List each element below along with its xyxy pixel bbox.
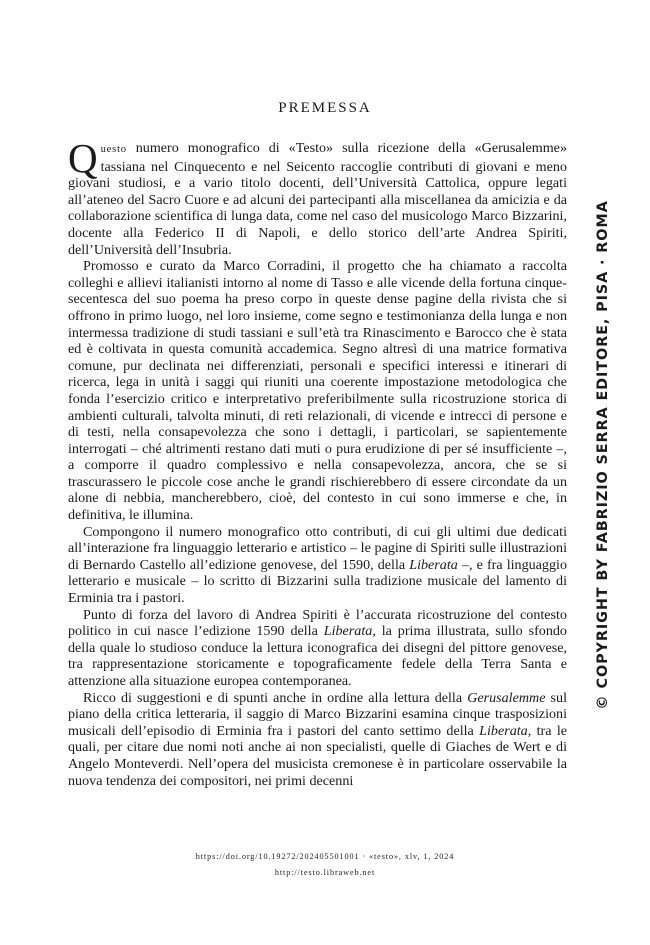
paragraph-1-text: numero monografico di «Testo» sulla ricezione della «Gerusalemme» tassiana nel Cinquecento e nel Seicento raccoglie contributi di giovani e meno giovani studiosi, e a vario titolo docenti, dell’Università Cattolica, oppure legati all’ateneo del Sacro Cuore e ad alcuni dei partecipanti alla miscellanea da amicizia e da collaborazione scientifica di lunga data, come nel caso del musicologo Marco Bizzarini, docente alla Federico II di Napoli, e dello storico dell’arte Andrea Spiriti, dell’Università dell’Insubria.	[68, 140, 567, 258]
paragraph-5-text-b: sul piano della critica letteraria, il saggio di Marco Bizzarini esamina cinque trasposizioni musicali dell’episodio di Erminia fra i pastori del canto settimo della	[68, 689, 567, 739]
first-word-smallcaps: uesto	[100, 144, 127, 155]
copyright-notice	[592, 200, 614, 710]
paragraph-5-text-c: , tra le quali, per citare due nomi noti anche ai non specialisti, quelle di Giaches de Wert e di Angelo Monteverdi. Nell’opera del musicista cremonese è in particolare osservabile la nuova tendenza dei compositori, nei primi decenni	[68, 722, 568, 789]
paragraph-3-text-a: Compongono il numero monografico otto contributi, di cui gli ultimi due dedicati all’interazione fra linguaggio letterario e artistico – le pagine di Spiriti sulle illustrazioni di Bernardo Castello all’edizione genovese, del 1590, della	[68, 523, 567, 573]
paragraph-3-text-b: –, e fra linguaggio letterario e musicale – lo scritto di Bizzarini sulla tradizione musicale del lamento di Erminia tra i pastori.	[68, 556, 567, 607]
footer-doi: https://doi.org/10.19272/202405501001 · «testo», xlv, 1, 2024	[195, 852, 455, 861]
paragraph-5-italic-1: Gerusalemme	[467, 689, 546, 706]
paragraph-4-italic: Liberata	[323, 623, 373, 640]
copyright-text: © COPYRIGHT BY FABRIZIO SERRA EDITORE, PISA · ROMA	[595, 200, 611, 710]
paragraph-1	[68, 135, 567, 258]
paragraph-5-text-a: Ricco di suggestioni e di spunti anche in ordine alla lettura della	[83, 689, 468, 706]
paragraph-4-text-b: , la prima illustrata, sullo sfondo della quale lo studioso conduce la lettura iconografica dei disegni del pittore genovese, tra rappresentazione storicamente e topograficamente fedele della Terra Santa e attenzione alla situazione europea contemporanea.	[68, 623, 567, 689]
paragraph-4	[68, 607, 567, 690]
paragraph-3	[68, 524, 567, 607]
page-title: PREMESSA	[278, 100, 372, 116]
article-body	[68, 135, 568, 789]
paragraph-4-text-a: Punto di forza del lavoro di Andrea Spiriti è l’accurata ricostruzione del contesto politico in cui nasce l’edizione 1590 della	[68, 606, 567, 640]
footer-url: http://testo.libraweb.net	[274, 868, 376, 877]
paragraph-2: Promosso e curato da Marco Corradini, il progetto che ha chiamato a raccolta colleghi e allievi italianisti intorno al nome di Tasso e alle vicende della fortuna cinque-secentesca del suo poema ha preso corpo in queste dense pagine della rivista che si offrono in primo luogo, nel loro insieme, come segno e testimonianza della lunga e non intermessa tradizione di studi tassiani e sull’età tra Rinascimento e Barocco che è stata ed è coltivata in questa comunità accademica. Segno altresì di una matrice formativa comune, pur declinata nei differenziati, personali e specifici interessi e itinerari di ricerca, lega in unità i saggi qui riuniti una coerente impostazione metodologica che fonda l’esercizio critico e interpretativo preferibilmente sulla ricostruzione storica di ambienti culturali, talvolta minuti, di reti relazionali, di vicende e intrecci di persone e di testi, nella consapevolezza che sono i dettagli, i particolari, se sapientemente interrogati – ché altrimenti restano dati muti o pura erudizione di per sé insufficiente –, a comporre il quadro complessivo e nella consapevolezza, ancora, che se si trascurassero le piccole cose anche le grandi rischierebbero di essere circondate da un alone di nebbia, mancherebbero, cioè, del contesto in cui sono immerse e che, in definitiva, le illumina.	[68, 258, 567, 524]
paragraph-5-italic-2: Liberata	[479, 722, 528, 739]
paragraph-3-italic: Liberata	[409, 556, 458, 573]
paragraph-5	[68, 690, 567, 790]
drop-cap: Q	[68, 135, 98, 181]
